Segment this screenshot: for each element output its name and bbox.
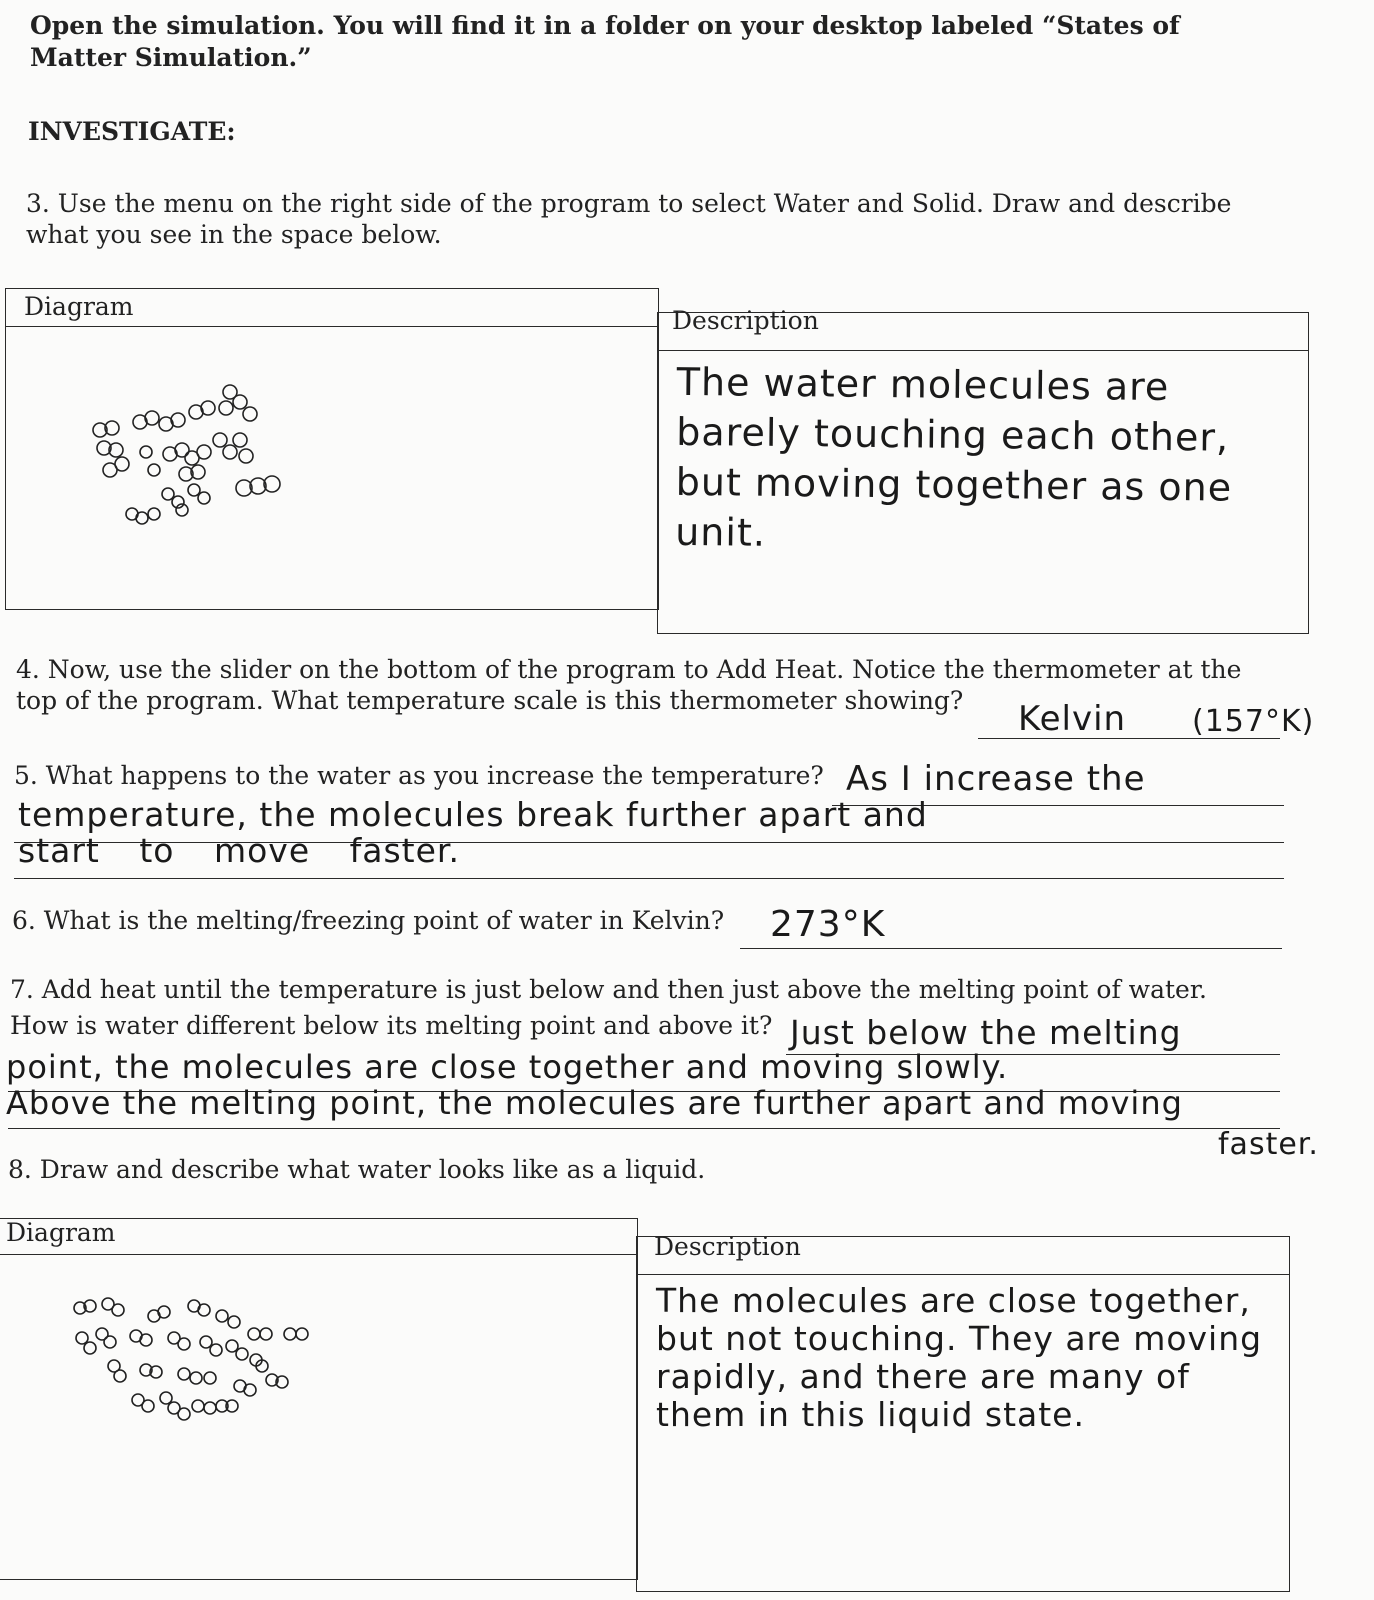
header-instruction: Open the simulation. You will find it in a folder on your desktop labeled “States of Matter Simulation.” <box>30 11 1180 72</box>
q8-prompt: 8. Draw and describe what water looks like as a liquid. <box>8 1155 706 1184</box>
q7-prompt-line2: How is water different below its melting point and above it? <box>10 1011 773 1040</box>
q3-solid-molecules-drawing <box>88 378 308 538</box>
q4-answer-note: (157°K) <box>1192 704 1315 739</box>
q5-line3 <box>14 878 1284 879</box>
q6-answer: 273°K <box>770 904 886 945</box>
q8-header-divider-left <box>0 1254 638 1255</box>
q7-line3 <box>8 1128 1280 1129</box>
q7-answer-line1: Just below the melting <box>790 1013 1182 1052</box>
q8-description-label: Description <box>654 1232 801 1261</box>
q5-answer-line2: temperature, the molecules break further apart and <box>18 795 928 834</box>
q4-prompt: 4. Now, use the slider on the bottom of the program to Add Heat. Notice the thermometer at the top of the program. What temperature scale is this thermometer showing? <box>16 655 1242 715</box>
q5-answer-line1: As I increase the <box>846 759 1146 799</box>
q3-description-label: Description <box>672 306 819 335</box>
q3-header-divider-right <box>658 350 1308 351</box>
q6-answer-line <box>740 948 1282 949</box>
q6-prompt: 6. What is the melting/freezing point of water in Kelvin? <box>12 906 725 935</box>
q5-answer-line3: start to move faster. <box>18 831 460 870</box>
section-heading: INVESTIGATE: <box>28 117 236 146</box>
q7-answer-line2: point, the molecules are close together and moving slowly. <box>6 1048 1009 1086</box>
q5-prompt: 5. What happens to the water as you increase the temperature? <box>14 761 824 790</box>
q3-prompt: 3. Use the menu on the right side of the program to select Water and Solid. Draw and describe what you see in the space below. <box>26 189 1232 249</box>
q7-prompt-line1: 7. Add heat until the temperature is just below and then just above the melting point of water. <box>10 975 1207 1004</box>
q7-answer-line3: Above the melting point, the molecules are further apart and moving <box>6 1084 1183 1122</box>
q7-answer-line4: faster. <box>1218 1127 1319 1162</box>
q4-answer: Kelvin <box>1018 699 1127 739</box>
q8-header-divider-right <box>637 1274 1289 1275</box>
q3-diagram-label: Diagram <box>24 292 134 321</box>
q3-description-answer: The water molecules are barely touching each other, but moving together as one unit. <box>675 359 1233 555</box>
q8-description-answer: The molecules are close together, but not touching. They are moving rapidly, and there are many of them in this liquid state. <box>656 1281 1263 1434</box>
q8-liquid-molecules-drawing <box>72 1294 332 1444</box>
q8-diagram-label: Diagram <box>6 1218 116 1247</box>
q3-header-divider-left <box>6 326 658 327</box>
